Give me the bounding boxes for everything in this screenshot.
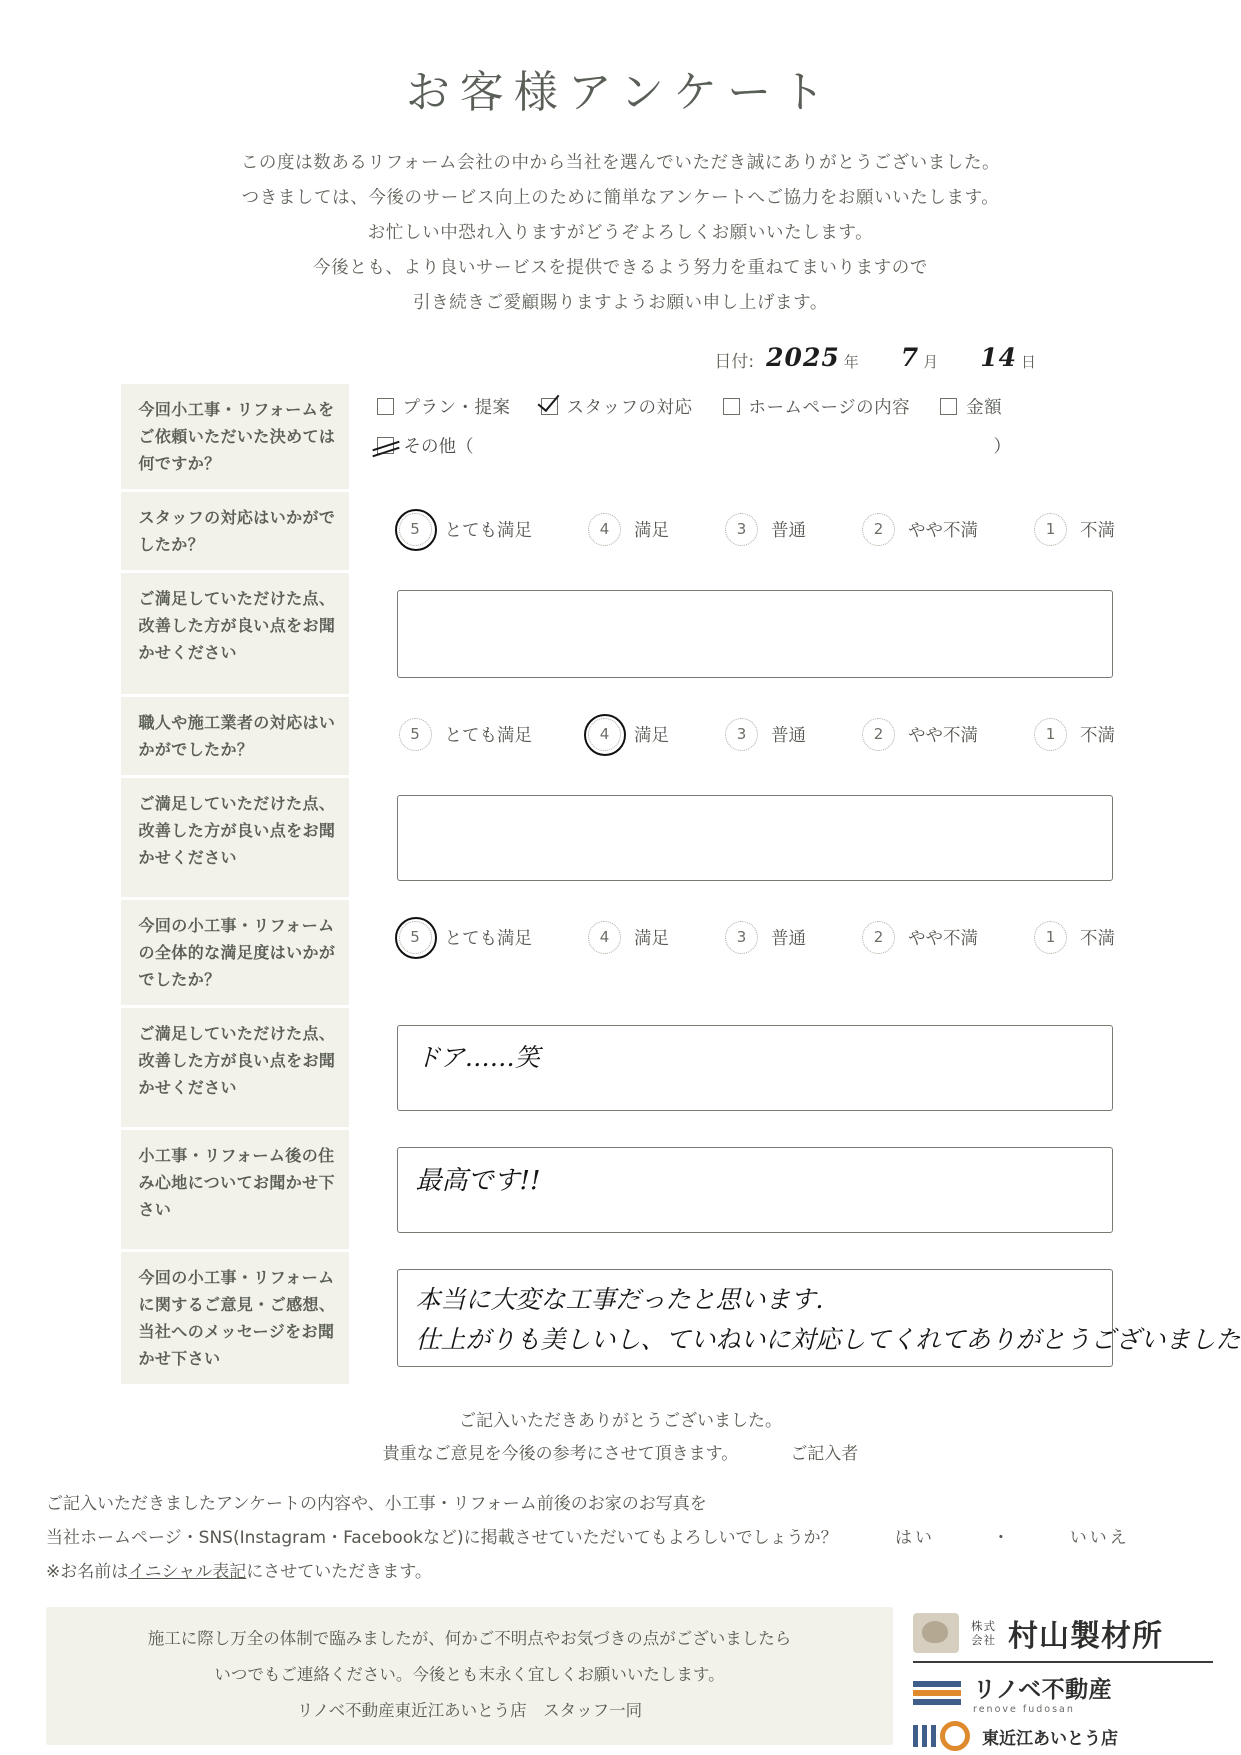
answer-text-q9-line1: 本当に大変な工事だったと思います. xyxy=(415,1284,824,1314)
permission-question: 当社ホームページ・SNS(Instagram・Facebookなど)に掲載させていただいてもよろしいでしょうか？ xyxy=(46,1528,838,1548)
mark-bar xyxy=(913,1725,918,1747)
question-label-q6: 今回の小工事・リフォームの全体的な満足度はいかがでしたか？ xyxy=(121,899,349,1007)
bar-blue xyxy=(913,1699,961,1705)
question-label-q7: ご満足していただけた点、改善した方が良い点をお聞かせください xyxy=(121,1007,349,1129)
rating-circle[interactable]: 3 xyxy=(725,513,758,546)
footer-note-line-3: リノベ不動産東近江あいとう店 スタッフ一同 xyxy=(296,1701,643,1720)
rating-scale-q2 xyxy=(377,501,1121,556)
checkbox-label: スタッフの対応 xyxy=(566,398,693,418)
rating-option-4[interactable] xyxy=(588,718,669,751)
bar-orange xyxy=(913,1690,961,1696)
answer-text-q9-line2: 仕上がりも美しいし、ていねいに対応してくれてありがとうございました xyxy=(415,1324,1241,1354)
date-field xyxy=(0,343,1241,372)
other-label: その他（ xyxy=(403,437,474,457)
question-body-q2 xyxy=(349,491,1121,572)
thanks-line-2-row xyxy=(0,1438,1241,1471)
checkbox-option-homepage[interactable] xyxy=(723,394,911,419)
checkbox-option-plan[interactable] xyxy=(377,394,511,419)
permission-line-3 xyxy=(46,1555,1241,1589)
checkbox-option-price[interactable] xyxy=(940,394,1002,419)
rating-option-4[interactable] xyxy=(588,921,669,954)
answer-text-q8: 最高です!! xyxy=(415,1165,541,1196)
checkbox-label: 金額 xyxy=(966,398,1003,418)
corporate-prefix-line-1: 株式 xyxy=(971,1619,996,1633)
checkbox-icon[interactable] xyxy=(377,398,394,415)
rating-label: やや不満 xyxy=(908,928,978,949)
rating-label: やや不満 xyxy=(908,725,978,746)
rating-option-2[interactable] xyxy=(862,921,978,954)
rating-label: 普通 xyxy=(771,725,806,746)
renove-brand: リノベ不動産 xyxy=(973,1677,1113,1703)
permission-yes-option[interactable]: はい xyxy=(895,1528,935,1548)
rating-option-1[interactable] xyxy=(1034,513,1115,546)
rating-option-3[interactable] xyxy=(725,513,806,546)
company-name: 村山製材所 xyxy=(1008,1619,1163,1654)
rating-label: とても満足 xyxy=(444,520,532,541)
answer-box-q5[interactable] xyxy=(397,795,1113,881)
rating-circle[interactable]: 1 xyxy=(1034,921,1067,954)
answer-box-q9[interactable] xyxy=(397,1269,1241,1367)
checkbox-struck-icon[interactable] xyxy=(377,437,394,454)
rating-option-1[interactable] xyxy=(1034,921,1115,954)
rating-label: とても満足 xyxy=(444,725,532,746)
answer-text-q7: ドア……笑 xyxy=(415,1042,540,1072)
table-row xyxy=(121,1251,1121,1386)
permission-block xyxy=(46,1487,1241,1589)
rating-option-1[interactable] xyxy=(1034,718,1115,751)
question-label-q3: ご満足していただけた点、改善した方が良い点をお聞かせください xyxy=(121,572,349,696)
date-day-value[interactable]: 14 xyxy=(980,343,1017,372)
question-body-q5 xyxy=(349,777,1121,899)
rating-option-5[interactable] xyxy=(399,718,533,751)
question-label-q8: 小工事・リフォーム後の住み心地についてお聞かせ下さい xyxy=(121,1129,349,1251)
initial-note-pre: ※お名前は xyxy=(46,1562,129,1582)
intro-line-2: つきましては、今後のサービス向上のために簡単なアンケートへご協力をお願いいたします。 xyxy=(241,188,1000,208)
rating-circle[interactable]: 3 xyxy=(725,921,758,954)
rating-scale-q6 xyxy=(377,909,1121,964)
table-row xyxy=(121,384,1121,491)
rating-circle[interactable]: 5 xyxy=(399,718,432,751)
footer-wrap xyxy=(0,1607,1241,1751)
rating-label: 不満 xyxy=(1080,725,1115,746)
logo-divider xyxy=(913,1661,1213,1663)
date-month-unit: 月 xyxy=(923,353,939,371)
question-body-q8 xyxy=(349,1129,1121,1251)
rating-circle[interactable]: 2 xyxy=(862,921,895,954)
date-day-unit: 日 xyxy=(1020,353,1036,371)
table-row xyxy=(121,777,1121,899)
rating-option-5[interactable] xyxy=(399,921,533,954)
writer-label: ご記入者 xyxy=(790,1444,859,1464)
checkbox-checked-icon[interactable] xyxy=(541,398,558,415)
intro-line-4: 今後とも、より良いサービスを提供できるよう努力を重ねてまいりますので xyxy=(313,258,928,278)
bars-icon xyxy=(913,1681,961,1705)
bar-blue xyxy=(913,1681,961,1687)
table-row xyxy=(121,572,1121,696)
checkbox-option-staff[interactable] xyxy=(541,394,693,419)
thanks-line-2: 貴重なご意見を今後の参考にさせて頂きます。 xyxy=(382,1444,739,1464)
rating-label: 普通 xyxy=(771,520,806,541)
thanks-line-1: ご記入いただきありがとうございました。 xyxy=(459,1411,782,1431)
table-row xyxy=(121,696,1121,777)
intro-line-1: この度は数あるリフォーム会社の中から当社を選んでいただき誠にありがとうございました。 xyxy=(240,153,1001,173)
date-year-unit: 年 xyxy=(843,353,859,371)
question-body-q3 xyxy=(349,572,1121,696)
rating-label: 普通 xyxy=(771,928,806,949)
rating-label: とても満足 xyxy=(444,928,532,949)
renove-text-block xyxy=(973,1671,1112,1715)
rating-option-2[interactable] xyxy=(862,718,978,751)
marks-icon xyxy=(913,1721,970,1751)
ring-icon xyxy=(940,1721,970,1751)
question-label-q1: 今回小工事・リフォームをご依頼いただいた決めては何ですか？ xyxy=(121,384,349,491)
question-label-q5: ご満足していただけた点、改善した方が良い点をお聞かせください xyxy=(121,777,349,899)
date-year-value[interactable]: 2025 xyxy=(766,343,840,372)
checkbox-label: プラン・提案 xyxy=(402,398,511,418)
question-body-q6 xyxy=(349,899,1121,1007)
thanks-block xyxy=(0,1405,1241,1471)
rating-option-4[interactable] xyxy=(588,513,669,546)
rating-circle[interactable]: 1 xyxy=(1034,718,1067,751)
logo-renove xyxy=(913,1671,1213,1715)
permission-separator: ・ xyxy=(992,1528,1013,1548)
stone-icon xyxy=(913,1613,959,1653)
table-row xyxy=(121,1129,1121,1251)
table-row xyxy=(121,1007,1121,1129)
intro-line-3: お忙しい中恐れ入りますがどうぞよろしくお願いいたします。 xyxy=(367,223,874,243)
checkbox-option-other[interactable] xyxy=(377,433,1121,458)
rating-option-3[interactable] xyxy=(725,921,806,954)
mark-bar xyxy=(931,1725,936,1747)
answer-box-q3[interactable] xyxy=(397,590,1113,678)
permission-no-option[interactable]: いいえ xyxy=(1069,1528,1130,1548)
date-month-value[interactable]: 7 xyxy=(900,343,920,372)
initial-note-underlined: イニシャル表記 xyxy=(128,1562,247,1582)
survey-table xyxy=(121,384,1241,1387)
question-body-q7 xyxy=(349,1007,1121,1129)
rating-circle[interactable]: 4 xyxy=(588,921,621,954)
answer-box-q8[interactable] xyxy=(397,1147,1113,1233)
checkbox-group-reason xyxy=(377,394,1121,419)
rating-option-5[interactable] xyxy=(399,513,533,546)
table-row xyxy=(121,491,1121,572)
mark-bar xyxy=(922,1725,927,1747)
rating-label: 不満 xyxy=(1080,520,1115,541)
answer-box-q7[interactable] xyxy=(397,1025,1113,1111)
rating-circle[interactable]: 2 xyxy=(862,513,895,546)
intro-line-5: 引き続きご愛顧賜りますようお願い申し上げます。 xyxy=(413,293,828,313)
initial-note-post: にさせていただきます。 xyxy=(246,1562,432,1582)
permission-line-1: ご記入いただきましたアンケートの内容や、小工事・リフォーム前後のお家のお写真を xyxy=(46,1494,707,1514)
rating-circle[interactable]: 4 xyxy=(588,718,621,751)
table-row xyxy=(121,899,1121,1007)
checkbox-icon[interactable] xyxy=(723,398,740,415)
rating-scale-q4 xyxy=(377,706,1121,761)
page-title: お客様アンケート xyxy=(405,67,836,118)
rating-option-2[interactable] xyxy=(862,513,978,546)
renove-brand-romaji: renove fudosan xyxy=(973,1704,1075,1715)
corporate-prefix-line-2: 会社 xyxy=(971,1633,996,1647)
rating-circle[interactable]: 5 xyxy=(399,513,432,546)
rating-label: 満足 xyxy=(634,520,669,541)
rating-option-3[interactable] xyxy=(725,718,806,751)
question-body-q9 xyxy=(349,1251,1241,1386)
rating-circle[interactable]: 4 xyxy=(588,513,621,546)
checkbox-label: ホームページの内容 xyxy=(748,398,911,418)
question-label-q4: 職人や施工業者の対応はいかがでしたか？ xyxy=(121,696,349,777)
question-label-q2: スタッフの対応はいかがでしたか？ xyxy=(121,491,349,572)
logo-murayama xyxy=(913,1611,1213,1655)
rating-label: 満足 xyxy=(634,725,669,746)
rating-label: やや不満 xyxy=(908,520,978,541)
other-close-paren: ） xyxy=(993,437,1011,457)
shop-name: 東近江あいとう店 xyxy=(982,1728,1118,1749)
permission-line-2 xyxy=(46,1521,1241,1555)
checkbox-icon[interactable] xyxy=(940,398,957,415)
company-logo xyxy=(913,1607,1213,1751)
footer-note xyxy=(46,1607,893,1745)
intro-paragraph xyxy=(0,146,1241,321)
question-body-q4 xyxy=(349,696,1121,777)
question-label-q9: 今回の小工事・リフォームに関するご意見・ご感想、当社へのメッセージをお聞かせ下さい xyxy=(121,1251,349,1386)
logo-shop-row xyxy=(913,1721,1213,1751)
rating-circle[interactable]: 1 xyxy=(1034,513,1067,546)
rating-label: 不満 xyxy=(1080,928,1115,949)
date-label: 日付: xyxy=(714,352,755,372)
corporate-prefix xyxy=(971,1619,996,1647)
footer-note-line-2: いつでもご連絡ください。今後とも末永く宜しくお願いいたします。 xyxy=(214,1665,725,1684)
rating-circle[interactable]: 2 xyxy=(862,718,895,751)
rating-label: 満足 xyxy=(634,928,669,949)
rating-circle[interactable]: 3 xyxy=(725,718,758,751)
rating-circle[interactable]: 5 xyxy=(399,921,432,954)
question-body-q1 xyxy=(349,384,1121,491)
footer-note-line-1: 施工に際し万全の体制で臨みましたが、何かご不明点やお気づきの点がございましたら xyxy=(147,1629,792,1648)
